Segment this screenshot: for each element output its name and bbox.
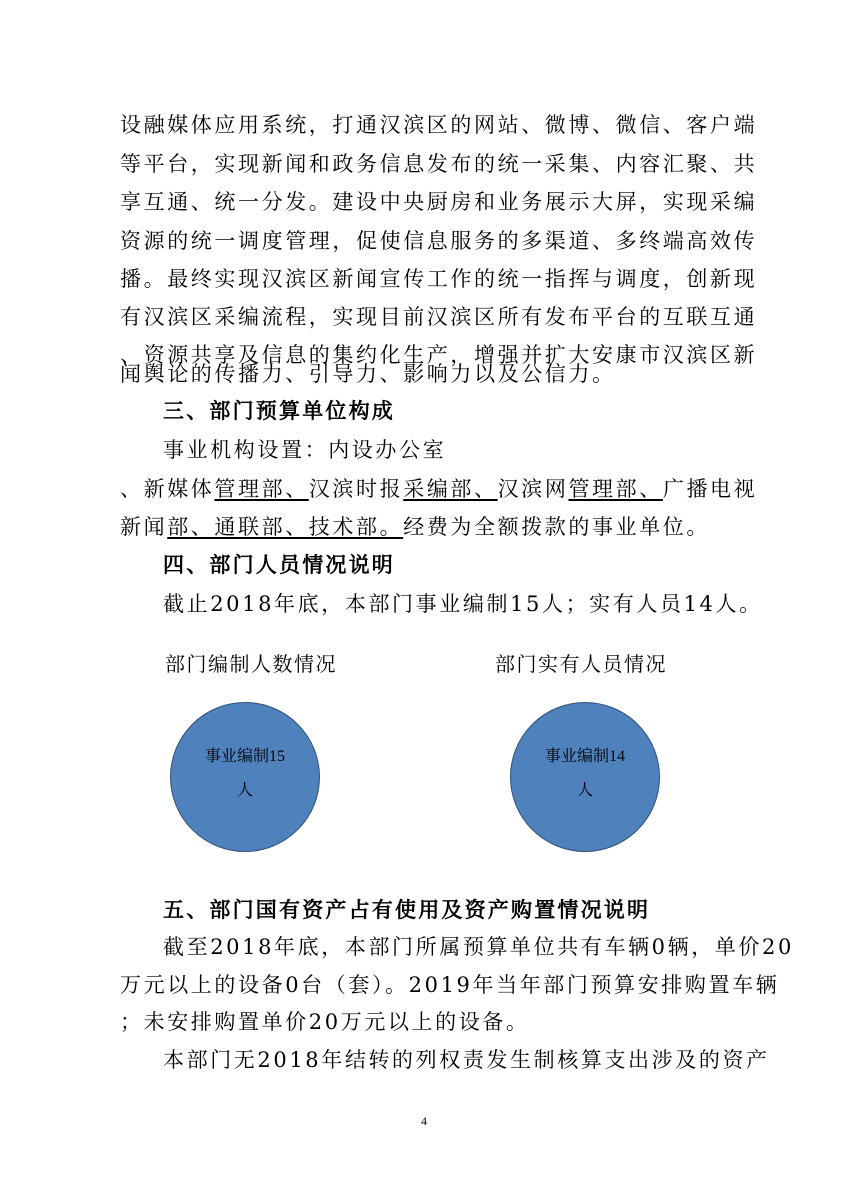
slice-label: 事业编制14 bbox=[544, 748, 625, 765]
body-text-line: 万元以上的设备0台（套）。2019年当年部门预算安排购置车辆 bbox=[120, 973, 780, 997]
underlined-text: 部、通联部、技术部。 bbox=[167, 515, 404, 539]
text-run: 、新媒体 bbox=[120, 477, 215, 501]
underlined-text: 管理部、 bbox=[568, 477, 663, 501]
body-text-line: 本部门无2018年结转的列权责发生制核算支出涉及的资产 bbox=[163, 1048, 770, 1072]
body-text-line: 资源的统一调度管理，促使信息服务的多渠道、多终端高效传 bbox=[120, 229, 758, 253]
body-text-line: 享互通、统一分发。建设中央厨房和业务展示大屏，实现采编 bbox=[120, 190, 758, 214]
text-run: 汉滨时报 bbox=[308, 477, 404, 501]
data-label bbox=[170, 740, 320, 808]
body-text-line bbox=[120, 515, 740, 539]
body-text-line bbox=[120, 477, 758, 501]
body-text-line: 闻舆论的传播力、引导力、影响力以及公信力。 bbox=[120, 362, 616, 386]
underlined-text: 管理部、 bbox=[214, 477, 309, 501]
data-label bbox=[510, 740, 660, 808]
slice-unit: 人 bbox=[576, 782, 593, 799]
body-text-line: 、资源共享及信息的集约化生产，增强并扩大安康市汉滨区新 bbox=[120, 343, 758, 367]
body-text-line: 事业机构设置：内设办公室 bbox=[163, 438, 447, 462]
slice-label: 事业编制15 bbox=[204, 748, 285, 765]
text-run: 新闻 bbox=[120, 515, 168, 539]
text-run: 经费为全额拨款的事业单位。 bbox=[403, 515, 711, 539]
body-text-line: 有汉滨区采编流程，实现目前汉滨区所有发布平台的互联互通 bbox=[120, 305, 758, 329]
section-heading: 四、部门人员情况说明 bbox=[163, 552, 395, 577]
text-run: 广播电视 bbox=[662, 477, 758, 501]
page-number: 4 bbox=[421, 1114, 427, 1128]
chart-title: 部门实有人员情况 bbox=[495, 652, 667, 676]
slice-unit: 人 bbox=[236, 782, 253, 799]
section-heading: 五、部门国有资产占有使用及资产购置情况说明 bbox=[163, 897, 651, 922]
section-heading: 三、部门预算单位构成 bbox=[163, 398, 395, 423]
body-text-line: 播。最终实现汉滨区新闻宣传工作的统一指挥与调度，创新现 bbox=[120, 267, 758, 291]
chart-title: 部门编制人数情况 bbox=[165, 652, 337, 676]
body-text-line: 截止2018年底，本部门事业编制15人；实有人员14人。 bbox=[163, 592, 763, 616]
body-text-line: 设融媒体应用系统，打通汉滨区的网站、微博、微信、客户端 bbox=[120, 113, 758, 137]
underlined-text: 采编部、 bbox=[403, 477, 498, 501]
body-text-line: 等平台，实现新闻和政务信息发布的统一采集、内容汇聚、共 bbox=[120, 152, 758, 176]
body-text-line: ；未安排购置单价20万元以上的设备。 bbox=[120, 1010, 530, 1034]
body-text-line: 截至2018年底，本部门所属预算单位共有车辆0辆，单价20 bbox=[163, 935, 794, 959]
text-run: 汉滨网 bbox=[497, 477, 569, 501]
